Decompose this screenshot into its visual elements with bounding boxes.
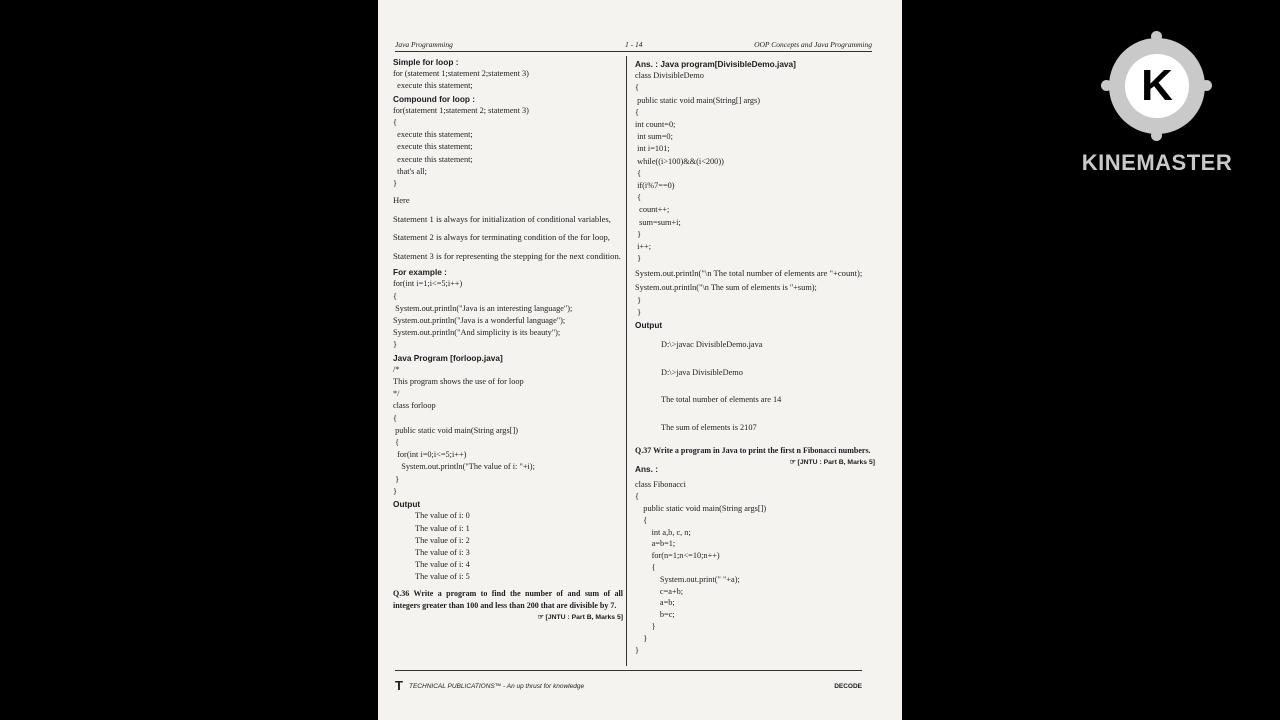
text-line: } <box>393 340 397 350</box>
example-code <box>393 278 623 351</box>
text-line: execute this statement; <box>393 130 473 140</box>
text-line: */ <box>393 389 400 399</box>
kinemaster-letter: K <box>1141 61 1173 110</box>
here-text: Here <box>393 195 410 206</box>
question-36-mark: ☞ [JNTU : Part B, Marks 5] <box>537 613 623 621</box>
text-line: { <box>393 118 397 128</box>
text-line: class Fibonacci <box>635 480 686 490</box>
text-line: { <box>635 492 639 502</box>
statement-3: Statement 3 is for representing the stepping for the next condition. <box>393 250 621 261</box>
text-line: } <box>635 633 648 643</box>
text-line: This program shows the use of for loop <box>393 377 524 387</box>
text-line: class DivisibleDemo <box>635 71 704 81</box>
statement-2: Statement 2 is always for terminating condition of the for loop, <box>393 232 610 243</box>
divisible-code <box>635 70 875 265</box>
text-line: System.out.println("And simplicity is its beauty"); <box>393 328 561 338</box>
text-line: for(n=1;n<=10;n++) <box>635 551 720 561</box>
text-line: c=a+b; <box>635 586 684 596</box>
text-line: System.out.println("Java is a wonderful language"); <box>393 316 566 326</box>
text-line: class forloop <box>393 401 436 411</box>
text-line: int i=101; <box>635 144 670 154</box>
text-line: The value of i: 2 <box>415 535 470 545</box>
text-line: System.out.print(" "+a); <box>635 574 740 584</box>
text-line: int count=0; <box>635 120 676 130</box>
text-line: } <box>635 254 642 264</box>
text-line: The value of i: 1 <box>415 523 470 533</box>
text-line: { <box>635 515 648 525</box>
text-line: The value of i: 5 <box>415 572 470 582</box>
kinemaster-logo-icon <box>1109 38 1205 134</box>
program-title: Java Program [forloop.java] <box>393 352 503 363</box>
publisher-logo: T <box>395 678 403 693</box>
kinemaster-text: KINEMASTER <box>1081 150 1233 175</box>
text-line: while((i>100)&&(i<200)) <box>635 156 724 166</box>
text-line: } <box>393 179 397 189</box>
statement-1: Statement 1 is always for initialization of conditional variables, <box>393 213 611 224</box>
text-line: execute this statement; <box>393 81 473 91</box>
question-36-text: Q.36 Write a program to find the number of and sum of all integers greater than 100 and less than 200 that are divisible by 7. <box>393 588 623 610</box>
right-output-title: Output <box>635 320 663 331</box>
answer-2-title: Ans. : <box>635 464 659 475</box>
decode-brand: DECODE <box>834 683 862 690</box>
header-left: Java Programming <box>395 40 453 49</box>
question-37 <box>635 445 875 467</box>
text-line: System.out.println("The value of i: "+i); <box>393 462 535 472</box>
text-line: } <box>635 295 642 305</box>
text-line: The total number of elements are 14 <box>661 395 782 405</box>
text-line: sum=sum+i; <box>635 217 681 227</box>
example-title: For example : <box>393 267 447 278</box>
compound-loop-code <box>393 105 623 190</box>
header-page-number: 1 - 14 <box>625 40 643 49</box>
text-line: int a,b, c, n; <box>635 527 691 537</box>
header-right: OOP Concepts and Java Programming <box>754 40 872 49</box>
text-line: The sum of elements is 2107 <box>661 422 757 432</box>
text-line: count++; <box>635 205 670 215</box>
text-line: public static void main(String args[]) <box>393 425 518 435</box>
text-line: a=b=1; <box>635 539 676 549</box>
simple-loop-title: Simple for loop : <box>393 57 459 67</box>
left-column <box>393 56 623 624</box>
question-36 <box>393 588 623 621</box>
output-title: Output <box>393 499 421 510</box>
text-line: } <box>635 645 639 655</box>
text-line: } <box>635 622 656 632</box>
text-line: for(int i=1;i<=5;i++) <box>393 279 463 289</box>
text-line: /* <box>393 364 400 374</box>
text-line: for(statement 1;statement 2; statement 3) <box>393 105 529 115</box>
closing-braces <box>635 295 875 319</box>
text-line: { <box>635 168 642 178</box>
text-line: { <box>635 83 639 93</box>
text-line: public static void main(String args[]) <box>635 504 767 514</box>
publisher-name: TECHNICAL PUBLICATIONS™ - An up thrust for knowledge <box>409 683 585 690</box>
kinemaster-watermark <box>1072 38 1242 178</box>
text-line: } <box>635 307 642 317</box>
text-line: D:\>javac DivisibleDemo.java <box>661 340 763 350</box>
text-line: } <box>635 229 642 239</box>
column-divider <box>626 56 627 666</box>
text-line: { <box>393 413 397 423</box>
text-line: { <box>393 438 400 448</box>
text-line: { <box>635 193 642 203</box>
text-line: for(int i=0;i<=5;i++) <box>393 450 467 460</box>
text-line: { <box>635 107 639 117</box>
text-line: for (statement 1;statement 2;statement 3) <box>393 69 529 79</box>
text-line: i++; <box>635 242 652 252</box>
text-line: if(i%7==0) <box>635 181 675 191</box>
text-line: } <box>393 474 400 484</box>
text-line: The value of i: 0 <box>415 511 470 521</box>
question-37-text: Q.37 Write a program in Java to print the first n Fibonacci numbers. <box>635 446 871 456</box>
output-lines <box>393 510 623 583</box>
text-line: b=c; <box>635 610 675 620</box>
text-line: int sum=0; <box>635 132 673 142</box>
page-header <box>395 40 872 52</box>
text-line: { <box>393 291 397 301</box>
page-footer <box>395 670 862 695</box>
text-line: The value of i: 4 <box>415 560 470 570</box>
text-line: a=b; <box>635 598 675 608</box>
answer-title: Ans. : Java program[DivisibleDemo.java] <box>635 59 796 69</box>
simple-loop-code <box>393 68 623 92</box>
text-line: System.out.println("Java is an interesting language"); <box>393 303 573 313</box>
scanned-page <box>378 0 902 720</box>
println-2: System.out.println("\n The sum of elements is "+sum); <box>635 283 817 293</box>
text-line: public static void main(String[] args) <box>635 95 760 105</box>
program-code <box>393 364 623 498</box>
text-line: execute this statement; <box>393 142 473 152</box>
text-line: The value of i: 3 <box>415 547 470 557</box>
text-line: that's all; <box>393 166 427 176</box>
text-line: D:\>java DivisibleDemo <box>661 367 743 377</box>
compound-loop-title: Compound for loop : <box>393 93 476 104</box>
text-line: { <box>635 563 656 573</box>
right-output-lines <box>635 331 875 441</box>
text-line: } <box>393 486 397 496</box>
fibonacci-code <box>635 479 875 656</box>
question-37-mark: ☞ [JNTU : Part B, Marks 5] <box>789 459 875 467</box>
right-column <box>635 58 875 656</box>
println-1: System.out.println("\n The total number of elements are "+count); <box>635 268 863 279</box>
text-line: execute this statement; <box>393 154 473 164</box>
